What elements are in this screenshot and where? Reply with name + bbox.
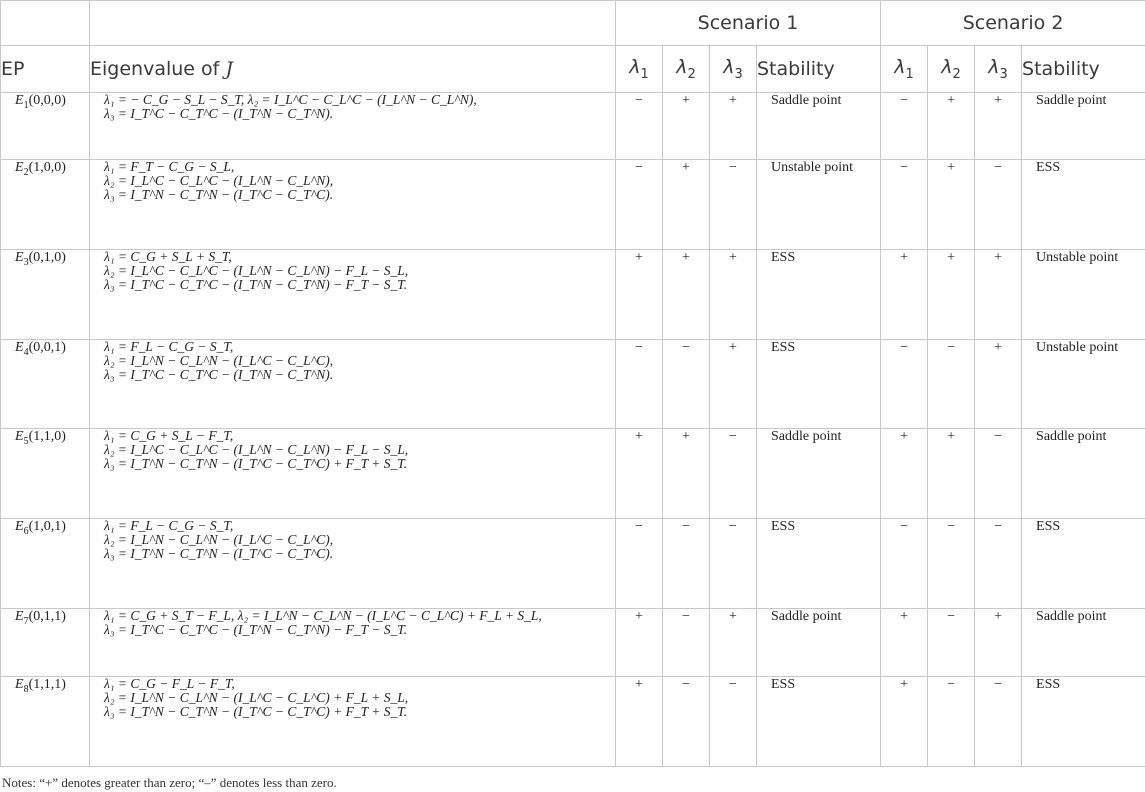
col-header-ep: EP — [1, 46, 90, 93]
eigenvalue-line: λ₂ = I_L^N − C_L^N − (I_L^C − C_L^C), — [104, 353, 334, 368]
ep-symbol: E — [15, 160, 24, 175]
eigenvalue-line: λ₃ = I_T^C − C_T^C − (I_T^N − C_T^N) − F_T − S_T. — [104, 277, 408, 292]
ep-index: 7 — [23, 615, 29, 627]
s1-lambda2-sign: + — [663, 429, 710, 519]
s2-stability-cell: ESS — [1022, 677, 1145, 767]
table-row — [1, 609, 1145, 677]
s1-stability-cell: Saddle point — [757, 429, 881, 519]
s1-lambda1-sign: + — [616, 609, 663, 677]
equilibrium-point-cell — [1, 160, 90, 250]
ep-symbol: E — [15, 429, 24, 444]
eigenvalue-cell — [90, 93, 616, 160]
s1-lambda3-sign: + — [710, 340, 757, 429]
header-row-columns — [1, 46, 1145, 93]
s1-lambda1-sign: − — [616, 93, 663, 160]
ep-symbol: E — [15, 250, 24, 265]
eigenvalue-cell — [90, 677, 616, 767]
s1-lambda3-sign: − — [710, 677, 757, 767]
eigenvalue-line: λ₃ = I_T^N − C_T^N − (I_T^C − C_T^C). — [104, 187, 334, 202]
s1-stability-cell: ESS — [757, 677, 881, 767]
col-header-s1-lambda1: $\lambda_1$ — [616, 46, 663, 93]
s2-lambda1-sign: − — [881, 519, 928, 609]
table-row — [1, 429, 1145, 519]
ep-symbol: E — [15, 677, 24, 692]
s2-lambda2-sign: − — [928, 519, 975, 609]
s2-lambda3-sign: + — [975, 250, 1022, 340]
eigenvalue-line: λ₂ = I_L^C − C_L^C − (I_L^N − C_L^N) − F_L − S_L, — [104, 442, 409, 457]
table-row — [1, 93, 1145, 160]
s1-lambda3-sign: − — [710, 160, 757, 250]
s2-stability-cell: ESS — [1022, 519, 1145, 609]
s2-stability-cell: Saddle point — [1022, 609, 1145, 677]
ep-coordinates: (1,1,1) — [28, 677, 66, 692]
header-empty-cell — [1, 1, 90, 46]
ep-symbol: E — [15, 93, 24, 108]
s1-stability-cell: ESS — [757, 519, 881, 609]
s2-stability-cell: Saddle point — [1022, 93, 1145, 160]
s1-lambda2-sign: + — [663, 160, 710, 250]
scenario-2-header: Scenario 2 — [881, 1, 1145, 46]
s2-lambda3-sign: + — [975, 340, 1022, 429]
eigenvalue-line: λ₃ = I_T^N − C_T^N − (I_T^C − C_T^C). — [104, 546, 334, 561]
s2-lambda1-sign: + — [881, 609, 928, 677]
eigenvalue-line: λ₁ = C_G + S_L + S_T, — [104, 249, 232, 264]
equilibrium-point-cell — [1, 429, 90, 519]
s1-lambda3-sign: + — [710, 93, 757, 160]
s1-lambda2-sign: + — [663, 93, 710, 160]
s2-lambda3-sign: − — [975, 429, 1022, 519]
s1-lambda1-sign: − — [616, 519, 663, 609]
s1-lambda1-sign: + — [616, 429, 663, 519]
ep-coordinates: (0,1,0) — [28, 250, 66, 265]
ep-index: 3 — [23, 256, 29, 268]
s1-lambda3-sign: − — [710, 519, 757, 609]
eigenvalue-line: λ₂ = I_L^C − C_L^C − (I_L^N − C_L^N) − F_L − S_L, — [104, 263, 409, 278]
ep-symbol: E — [15, 340, 24, 355]
eigenvalue-line: λ₁ = C_G − F_L − F_T, — [104, 676, 235, 691]
eigenvalue-line: λ₂ = I_L^N − C_L^N − (I_L^C − C_L^C), — [104, 532, 334, 547]
eigenvalue-line: λ₁ = − C_G − S_L − S_T, λ₂ = I_L^C − C_L^C − (I_L^N − C_L^N), — [104, 92, 477, 107]
s1-stability-cell: ESS — [757, 250, 881, 340]
eigenvalue-cell — [90, 160, 616, 250]
s2-lambda2-sign: − — [928, 677, 975, 767]
eigenvalue-line: λ₃ = I_T^C − C_T^C − (I_T^N − C_T^N). — [104, 367, 334, 382]
eigenvalue-cell — [90, 250, 616, 340]
s2-lambda1-sign: + — [881, 250, 928, 340]
ep-coordinates: (0,0,1) — [28, 340, 66, 355]
eigenvalue-line: λ₂ = I_L^C − C_L^C − (I_L^N − C_L^N), — [104, 173, 334, 188]
s1-lambda2-sign: − — [663, 340, 710, 429]
s2-lambda1-sign: + — [881, 429, 928, 519]
scenario-1-header: Scenario 1 — [616, 1, 881, 46]
s1-lambda2-sign: − — [663, 677, 710, 767]
col-header-s2-lambda1: $\lambda_1$ — [881, 46, 928, 93]
eigenvalue-line: λ₃ = I_T^N − C_T^N − (I_T^C − C_T^C) + F_T + S_T. — [104, 456, 408, 471]
s2-lambda3-sign: + — [975, 93, 1022, 160]
ep-coordinates: (0,1,1) — [28, 609, 66, 624]
s1-stability-cell: Saddle point — [757, 609, 881, 677]
s2-lambda1-sign: + — [881, 677, 928, 767]
s1-stability-cell: Unstable point — [757, 160, 881, 250]
table-row — [1, 519, 1145, 609]
table-notes: Notes: “+” denotes greater than zero; “–” denotes less than zero. — [2, 775, 337, 790]
ep-index: 1 — [23, 99, 29, 111]
s1-lambda1-sign: + — [616, 250, 663, 340]
eigenvalue-line: λ₃ = I_T^N − C_T^N − (I_T^C − C_T^C) + F_T + S_T. — [104, 704, 408, 719]
ep-symbol: E — [15, 609, 24, 624]
s1-lambda2-sign: − — [663, 519, 710, 609]
s2-stability-cell: Unstable point — [1022, 250, 1145, 340]
s2-lambda2-sign: + — [928, 160, 975, 250]
ep-index: 5 — [23, 435, 29, 447]
header-empty-cell — [90, 1, 616, 46]
ep-coordinates: (1,0,1) — [28, 519, 66, 534]
equilibrium-point-cell — [1, 250, 90, 340]
eigenvalue-line: λ₃ = I_T^C − C_T^C − (I_T^N − C_T^N). — [104, 106, 334, 121]
eigenvalue-cell — [90, 340, 616, 429]
s2-lambda3-sign: + — [975, 609, 1022, 677]
eigenvalue-line: λ₁ = F_L − C_G − S_T, — [104, 339, 234, 354]
s2-stability-cell: Saddle point — [1022, 429, 1145, 519]
ep-index: 8 — [23, 683, 29, 695]
eigenvalue-cell — [90, 519, 616, 609]
s2-lambda3-sign: − — [975, 160, 1022, 250]
s1-lambda2-sign: − — [663, 609, 710, 677]
s1-stability-cell: Saddle point — [757, 93, 881, 160]
col-header-s1-lambda2: $\lambda_2$ — [663, 46, 710, 93]
eigenvalue-cell — [90, 609, 616, 677]
eigenvalue-line: λ₁ = C_G + S_L − F_T, — [104, 428, 234, 443]
equilibrium-point-cell — [1, 93, 90, 160]
s1-lambda1-sign: − — [616, 160, 663, 250]
equilibrium-point-cell — [1, 677, 90, 767]
s2-stability-cell: ESS — [1022, 160, 1145, 250]
s2-lambda3-sign: − — [975, 519, 1022, 609]
ep-index: 2 — [23, 166, 29, 178]
col-header-s1-lambda3: $\lambda_3$ — [710, 46, 757, 93]
eigenvalue-line: λ₃ = I_T^C − C_T^C − (I_T^N − C_T^N) − F_T − S_T. — [104, 622, 408, 637]
s1-lambda3-sign: − — [710, 429, 757, 519]
header-row-scenarios — [1, 1, 1145, 46]
s2-lambda2-sign: + — [928, 93, 975, 160]
equilibrium-point-cell — [1, 609, 90, 677]
col-header-s2-lambda3: $\lambda_3$ — [975, 46, 1022, 93]
col-header-s2-lambda2: $\lambda_2$ — [928, 46, 975, 93]
ep-coordinates: (1,1,0) — [28, 429, 66, 444]
ep-coordinates: (0,0,0) — [28, 93, 66, 108]
s1-lambda1-sign: + — [616, 677, 663, 767]
s2-lambda2-sign: + — [928, 429, 975, 519]
s2-lambda1-sign: − — [881, 340, 928, 429]
table-row — [1, 250, 1145, 340]
s2-lambda2-sign: + — [928, 250, 975, 340]
s1-lambda3-sign: + — [710, 250, 757, 340]
equilibrium-point-cell — [1, 340, 90, 429]
ep-index: 6 — [23, 525, 29, 537]
s1-lambda1-sign: − — [616, 340, 663, 429]
col-header-eigenvalue-text: Eigenvalue of — [90, 58, 226, 80]
eigenvalue-cell — [90, 429, 616, 519]
col-header-eigenvalue — [90, 46, 616, 93]
ep-coordinates: (1,0,0) — [28, 160, 66, 175]
s1-lambda3-sign: + — [710, 609, 757, 677]
s1-lambda2-sign: + — [663, 250, 710, 340]
s2-lambda3-sign: − — [975, 677, 1022, 767]
table-row — [1, 340, 1145, 429]
col-header-s1-stability: Stability — [757, 46, 881, 93]
eigenvalue-line: λ₁ = F_T − C_G − S_L, — [104, 159, 235, 174]
table-row — [1, 160, 1145, 250]
ep-index: 4 — [23, 346, 29, 358]
s2-lambda2-sign: − — [928, 340, 975, 429]
equilibrium-point-cell — [1, 519, 90, 609]
col-header-s2-stability: Stability — [1022, 46, 1145, 93]
eigenvalue-line: λ₁ = C_G + S_T − F_L, λ₂ = I_L^N − C_L^N − (I_L^C − C_L^C) + F_L + S_L, — [104, 608, 542, 623]
eigenvalue-line: λ₂ = I_L^N − C_L^N − (I_L^C − C_L^C) + F_L + S_L, — [104, 690, 409, 705]
s2-lambda1-sign: − — [881, 160, 928, 250]
s1-stability-cell: ESS — [757, 340, 881, 429]
s2-lambda1-sign: − — [881, 93, 928, 160]
s2-lambda2-sign: − — [928, 609, 975, 677]
s2-stability-cell: Unstable point — [1022, 340, 1145, 429]
table-row — [1, 677, 1145, 767]
eigenvalue-line: λ₁ = F_L − C_G − S_T, — [104, 518, 234, 533]
ep-symbol: E — [15, 519, 24, 534]
col-header-eigenvalue-var: J — [225, 58, 233, 80]
